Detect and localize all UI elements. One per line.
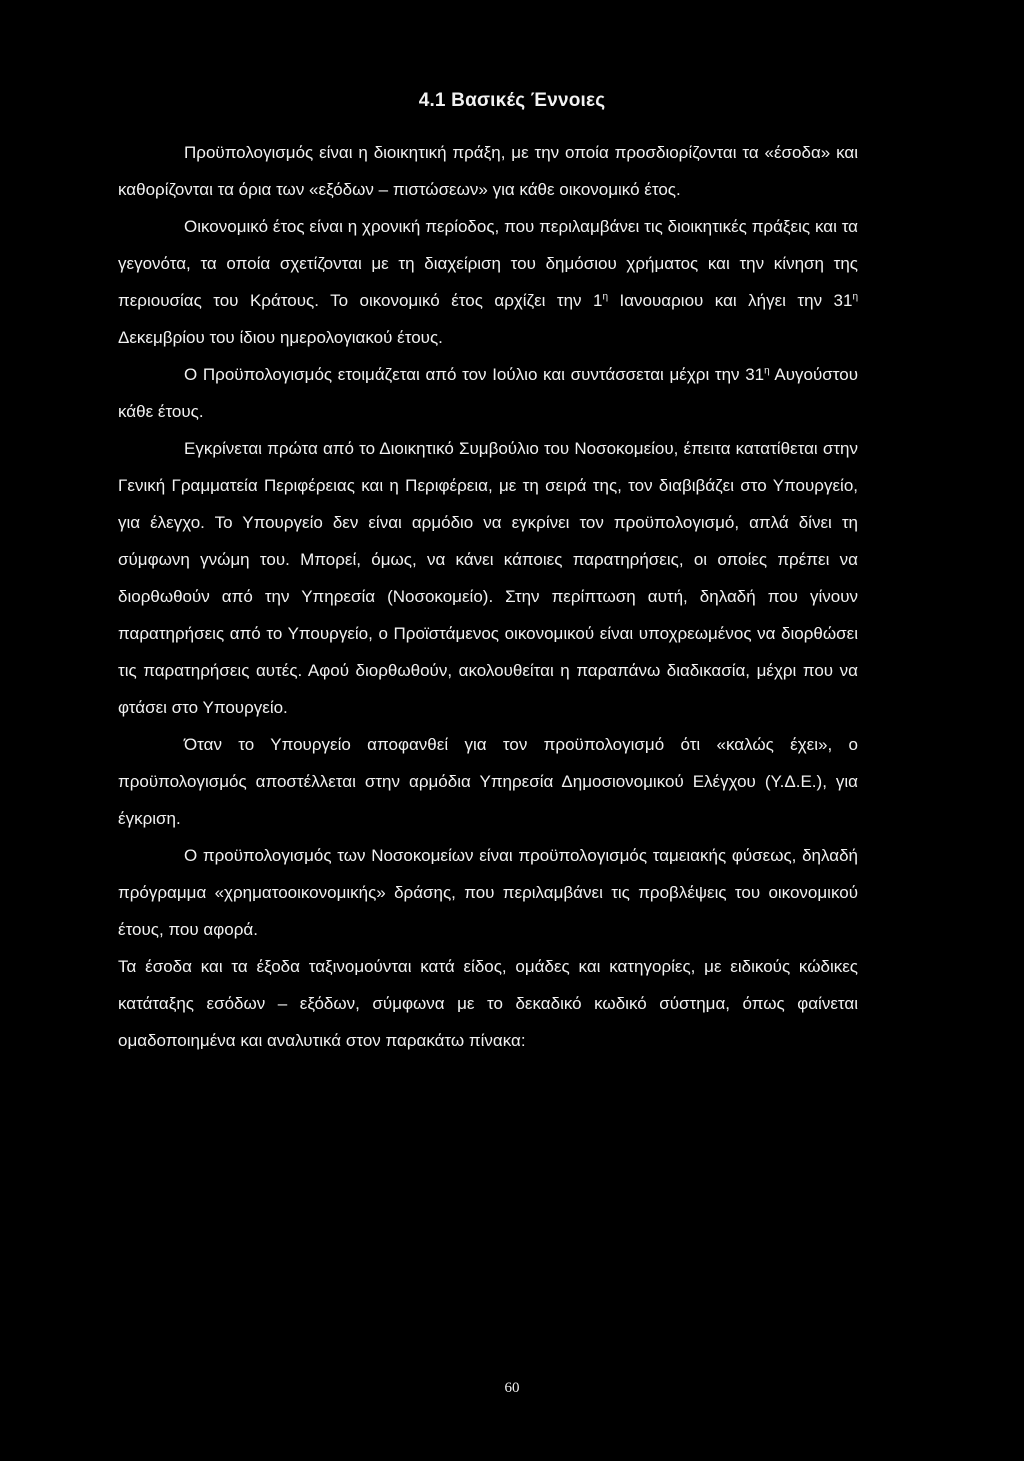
paragraph-budget-definition: Προϋπολογισμός είναι η διοικητική πράξη, με την οποία προσδιορίζονται τα «έσοδα» και καθορίζονται τα όρια των «εξόδων – πιστώσεων» για κάθε οικονομικό έτος. <box>118 143 858 199</box>
ordinal-superscript: η <box>602 291 609 303</box>
ordinal-superscript: η <box>764 365 770 377</box>
paragraph-yde-approval: Όταν το Υπουργείο αποφανθεί για τον προϋπολογισμό ότι «καλώς έχει», ο προϋπολογισμός αποστέλλεται στην αρμόδια Υπηρεσία Δημοσιονομικού Ελέγχου (Υ.Δ.Ε.), για έγκριση. <box>118 735 858 828</box>
paragraph-fiscal-year-text-c: Δεκεμβρίου του ίδιου ημερολογιακού έτους. <box>118 328 443 347</box>
body-text <box>118 134 858 1059</box>
paragraph-budget-preparation-text-b: Αυγούστου κάθε έτους. <box>118 365 858 421</box>
paragraph-fiscal-year-text-a: Οικονομικό έτος είναι η χρονική περίοδος, που περιλαμβάνει τις διοικητικές πράξεις και τα γεγονότα, τα οποία σχετίζονται με τη διαχείριση του δημόσιου χρήματος και την κίνηση της περιουσίας του Κράτους. Το οικονομικό έτος αρχίζει την 1 <box>118 217 858 310</box>
paragraph-approval-process: Εγκρίνεται πρώτα από το Διοικητικό Συμβούλιο του Νοσοκομείου, έπειτα κατατίθεται στην Γενική Γραμματεία Περιφέρειας και η Περιφέρεια, με τη σειρά της, τον διαβιβάζει στο Υπουργείο, για έλεγχο. Το Υπουργείο δεν είναι αρμόδιο να εγκρίνει τον προϋπολογισμό, απλά δίνει τη σύμφωνη γνώμη του. Μπορεί, όμως, να κάνει κάποιες παρατηρήσεις, οι οποίες πρέπει να διορθωθούν από την Υπηρεσία (Νοσοκομείο). Στην περίπτωση αυτή, δηλαδή που γίνουν παρατηρήσεις από το Υπουργείο, ο Προϊστάμενος οικονομικού είναι υποχρεωμένος να διορθώσει τις παρατηρήσεις αυτές. Αφού διορθωθούν, ακολουθείται η παραπάνω διαδικασία, μέχρι που να φτάσει στο Υπουργείο. <box>118 439 858 717</box>
paragraph-budget-preparation-text-a: Ο Προϋπολογισμός ετοιμάζεται από τον Ιούλιο και συντάσσεται μέχρι την 31 <box>184 365 765 384</box>
paragraph-fiscal-year-text-b: Ιανουαριου και λήγει την 31 <box>608 291 853 310</box>
paragraph-classification: Τα έσοδα και τα έξοδα ταξινομούνται κατά είδος, ομάδες και κατηγορίες, με ειδικούς κώδικες κατάταξης εσόδων – εξόδων, σύμφωνα με το δεκαδικό κωδικό σύστημα, όπως φαίνεται ομαδοποιημένα και αναλυτικά στον παρακάτω πίνακα: <box>118 957 858 1050</box>
ordinal-superscript: η <box>852 291 859 303</box>
paragraph-fiscal-year <box>118 208 858 356</box>
paragraph-cash-budget: Ο προϋπολογισμός των Νοσοκομείων είναι προϋπολογισμός ταμειακής φύσεως, δηλαδή πρόγραμμα «χρηματοοικονομικής» δράσης, που περιλαμβάνει τις προβλέψεις του οικονομικού έτους, που αφορά. <box>118 846 858 939</box>
page-number: 60 <box>504 1380 520 1396</box>
section-heading: 4.1 Βασικές Έννοιες <box>418 90 606 111</box>
paragraph-budget-preparation <box>118 356 858 430</box>
